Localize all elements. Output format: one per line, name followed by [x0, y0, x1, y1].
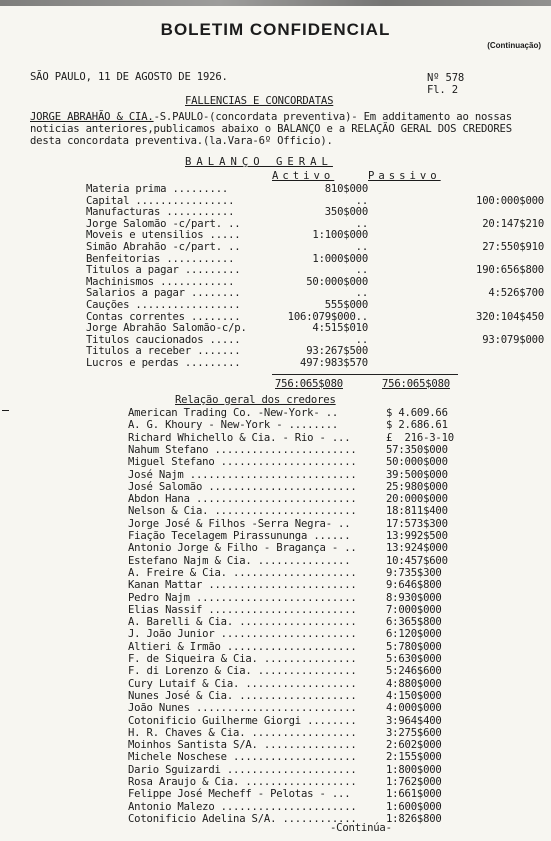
creditor-row — [128, 530, 528, 542]
creditor-name: F. di Lorenzo & Cia. ................ — [128, 665, 357, 678]
creditor-amount: 13:992$500 — [386, 530, 448, 542]
balance-label: Titulos caucionados ..... — [86, 333, 241, 346]
balance-row — [86, 194, 544, 207]
balance-passivo-value: 93:079$000 — [482, 333, 544, 346]
creditor-name: Nelson & Cia. ....................... — [128, 505, 357, 518]
creditor-amount: 9:735$300 — [386, 566, 442, 579]
creditor-row — [128, 715, 528, 727]
balance-label: Contas correntes ........ — [86, 310, 241, 323]
creditor-row — [128, 678, 528, 690]
creditor-amount: 57:350$000 — [386, 443, 448, 456]
creditor-amount: $ 4.609.66 — [386, 407, 448, 419]
balance-passivo-value: 20:147$210 — [482, 217, 544, 230]
creditor-amount: 7:000$000 — [386, 603, 442, 616]
creditor-name: Estefano Najm & Cia. ............... — [128, 554, 351, 567]
creditor-amount: 18:811$400 — [386, 505, 448, 518]
total-passivo: 756:065$080 — [382, 378, 450, 390]
balance-row — [86, 217, 544, 230]
balance-label: Machinismos ............ — [86, 275, 235, 288]
creditor-amount: 20:000$000 — [386, 493, 448, 506]
creditor-amount: 13:924$000 — [386, 542, 448, 555]
balance-passivo-value: 190:656$800 — [476, 264, 544, 277]
creditor-row — [128, 505, 528, 517]
creditor-amount: 5:630$000 — [386, 653, 442, 665]
balance-label: Simão Abrahão -c/part. .. — [86, 241, 241, 253]
creditor-name: José Najm ........................... — [128, 468, 357, 481]
continuation-label: (Continuação) — [487, 41, 541, 50]
creditor-name: Kanan Mattar ........................ — [128, 579, 357, 592]
creditor-row — [128, 653, 528, 665]
creditor-name: Elias Nassif ........................ — [128, 603, 357, 616]
balance-passivo-value: 320:104$450 — [476, 310, 544, 323]
creditor-row — [128, 542, 528, 554]
creditor-name: F. de Siqueira & Cia. ............... — [128, 653, 357, 665]
creditor-amount: 6:120$000 — [386, 628, 442, 641]
creditor-row — [128, 592, 528, 604]
creditor-name: Cury Lutaif & Cia. .................. — [128, 677, 357, 690]
creditor-row — [128, 665, 528, 677]
creditor-name: Richard Whichello & Cia. - Rio - ... — [128, 431, 351, 444]
balance-row — [86, 183, 466, 195]
balance-row — [86, 345, 466, 357]
balance-activo-value: 555$000 — [324, 299, 368, 311]
creditor-amount: 25:980$000 — [386, 480, 448, 493]
creditor-row — [128, 481, 528, 493]
balance-label: Benfeitorias ........... — [86, 252, 235, 265]
creditor-name: Nahum Stefano ....................... — [128, 443, 357, 456]
creditor-name: Abdon Hana .......................... — [128, 493, 357, 506]
balance-passivo-value: 4:526$700 — [488, 287, 544, 300]
total-rule — [272, 374, 458, 375]
balance-row — [86, 357, 466, 369]
creditor-amount: 5:780$000 — [386, 640, 442, 653]
margin-dash-mark: ⎯ — [2, 402, 9, 418]
creditor-name: H. R. Chaves & Cia. ................. — [128, 726, 357, 739]
creditor-row — [128, 813, 528, 825]
creditor-row — [128, 407, 528, 419]
creditor-amount: 5:246$600 — [386, 665, 442, 678]
creditors-title: Relação geral dos credores — [175, 394, 336, 406]
creditor-amount: 8:930$000 — [386, 591, 442, 604]
balance-activo-value: .. — [355, 333, 368, 346]
balance-label: Lucros e perdas ......... — [86, 357, 241, 369]
balance-activo-value: 1:000$000 — [312, 252, 368, 265]
creditor-row — [128, 469, 528, 481]
balance-activo-value: 497:983$570 — [300, 357, 368, 369]
creditor-row — [128, 702, 528, 714]
total-activo: 756:065$080 — [275, 378, 343, 390]
creditor-name: Altieri & Irmão ..................... — [128, 640, 357, 653]
creditor-name: Moinhos Santista S/A. ............... — [128, 739, 357, 752]
creditor-amount: 2:602$000 — [386, 739, 442, 752]
balance-label: Moveis e utensilios ..... — [86, 229, 241, 242]
balance-activo-value: 4:515$010 — [312, 322, 368, 335]
creditor-name: Jorge José & Filhos -Serra Negra- .. — [128, 517, 351, 530]
creditor-row — [128, 444, 528, 456]
creditor-row — [128, 764, 528, 776]
continua-label: -Continúa- — [330, 822, 392, 834]
dateline: SÃO PAULO, 11 DE AGOSTO DE 1926. — [30, 71, 228, 83]
creditor-name: Fiação Tecelagem Pirassununga ...... — [128, 530, 351, 542]
creditor-row — [128, 801, 528, 813]
balance-activo-value: 810$000 — [324, 183, 368, 195]
creditor-amount: 50:000$000 — [386, 456, 448, 469]
creditor-name: A. Freire & Cia. .................... — [128, 566, 357, 579]
creditor-name: Cotonificio Guilherme Giorgi ........ — [128, 714, 357, 727]
creditor-amount: £ 216-3-10 — [386, 431, 454, 444]
creditor-amount: 3:275$600 — [386, 726, 442, 739]
page-number: Fl. 2 — [427, 84, 458, 96]
creditor-name: J. João Junior ...................... — [128, 628, 357, 641]
balance-row — [86, 253, 466, 265]
creditor-row — [128, 456, 528, 468]
creditor-name: Michele Noschese .................... — [128, 751, 357, 764]
reference-number: Nº 578 — [427, 72, 465, 84]
creditor-row — [128, 788, 528, 800]
balance-activo-value: .. — [355, 264, 368, 277]
balance-label: Jorge Abrahão Salomão-c/p. — [86, 322, 247, 335]
creditor-row — [128, 727, 528, 739]
balance-activo-value: .. — [355, 287, 368, 300]
creditor-amount: 1:800$000 — [386, 763, 442, 776]
creditor-name: American Trading Co. -New-York- .. — [128, 407, 339, 419]
balance-label: Titulos a pagar ......... — [86, 264, 241, 277]
creditor-amount: 10:457$600 — [386, 554, 448, 567]
creditor-amount: 1:762$000 — [386, 776, 442, 788]
creditor-amount: 4:880$000 — [386, 677, 442, 690]
balance-row — [86, 229, 466, 241]
section-heading: FALLENCIAS E CONCORDATAS — [185, 95, 334, 107]
creditor-amount: 1:826$800 — [386, 812, 442, 825]
balance-label: Salarios a pagar ........ — [86, 287, 241, 300]
creditor-amount: 17:573$300 — [386, 517, 448, 530]
creditor-amount: 1:600$000 — [386, 800, 442, 813]
creditor-row — [128, 567, 528, 579]
creditor-row — [128, 493, 528, 505]
balance-row — [86, 241, 544, 253]
balance-row — [86, 333, 544, 346]
creditor-row — [128, 419, 528, 431]
intro-text: -S.PAULO-(concordata preventiva)- Em additamento ao nossas noticias anteriores,publicamos abaixo o BALANÇO e a RELAÇÃO GERAL DOS CREDORES desta concordata preventiva.(la.Vara-6º Officio). — [30, 111, 512, 147]
creditor-amount: 4:150$000 — [386, 689, 442, 702]
creditor-amount: $ 2.686.61 — [386, 419, 448, 432]
creditor-amount: 4:000$000 — [386, 702, 442, 715]
balance-row — [86, 287, 544, 300]
column-head-passivo: Passivo — [368, 170, 441, 182]
intro-paragraph — [30, 111, 542, 147]
balance-activo-value: 1:100$000 — [312, 229, 368, 242]
balance-label: Titulos a receber ....... — [86, 345, 241, 358]
balance-row — [86, 322, 466, 334]
column-head-activo: Activo — [272, 170, 335, 182]
balance-row — [86, 276, 466, 288]
balance-row — [86, 299, 466, 311]
document-title: BOLETIM CONFIDENCIAL — [160, 20, 391, 39]
creditor-row — [128, 690, 528, 702]
balance-label: Capital ................ — [86, 194, 235, 207]
balance-passivo-value: 100:000$000 — [476, 194, 544, 207]
balance-row — [86, 310, 544, 323]
creditor-name: Miguel Stefano ...................... — [128, 456, 357, 469]
creditor-amount: 6:365$800 — [386, 616, 442, 629]
balance-activo-value: 106:079$000.. — [287, 310, 368, 323]
creditor-row — [128, 616, 528, 628]
creditor-row — [128, 579, 528, 591]
balance-activo-value: 93:267$500 — [306, 345, 368, 358]
creditor-row — [128, 739, 528, 751]
balance-label: Cauções ................. — [86, 299, 241, 311]
creditor-name: Felippe José Mecheff - Pelotas - ... — [128, 788, 351, 801]
balance-activo-value: .. — [355, 194, 368, 207]
balance-activo-value: 350$000 — [324, 206, 368, 219]
creditor-row — [128, 751, 528, 763]
scan-edge-band — [0, 0, 551, 6]
creditor-name: Rosa Araujo & Cia. .................. — [128, 776, 357, 788]
creditor-name: Dario Sguizardi ..................... — [128, 763, 357, 776]
creditor-row — [128, 518, 528, 530]
creditor-row — [128, 432, 528, 444]
balance-activo-value: 50:000$000 — [306, 275, 368, 288]
creditor-amount: 39:500$000 — [386, 468, 448, 481]
creditor-row — [128, 641, 528, 653]
creditor-row — [128, 776, 528, 788]
creditor-amount: 3:964$400 — [386, 714, 442, 727]
balance-label: Jorge Salomão -c/part. .. — [86, 217, 241, 230]
creditor-name: Antonio Malezo ...................... — [128, 800, 357, 813]
balance-activo-value: .. — [355, 241, 368, 253]
balance-activo-value: .. — [355, 217, 368, 230]
creditor-name: A. G. Khoury - New-York - ........ — [128, 419, 339, 432]
creditor-name: Nunes José & Cia. ................... — [128, 689, 357, 702]
balance-passivo-value: 27:550$910 — [482, 241, 544, 253]
creditor-name: Cotonificio Adelina S/A. ............ — [128, 812, 357, 825]
creditor-row — [128, 555, 528, 567]
balance-row — [86, 264, 544, 277]
creditor-name: Pedro Najm .......................... — [128, 591, 357, 604]
creditor-amount: 9:646$800 — [386, 579, 442, 592]
creditor-name: João Nunes .......................... — [128, 702, 357, 715]
creditor-row — [128, 604, 528, 616]
creditor-name: José Salomão ........................ — [128, 480, 357, 493]
creditor-amount: 1:661$000 — [386, 788, 442, 801]
balance-label: Manufacturas ........... — [86, 206, 235, 219]
balance-label: Materia prima ......... — [86, 183, 229, 195]
balance-title: BALANÇO GERAL — [185, 156, 333, 168]
company-name: JORGE ABRAHÃO & CIA. — [30, 111, 154, 123]
creditor-amount: 2:155$000 — [386, 751, 442, 764]
creditor-row — [128, 628, 528, 640]
creditor-name: Antonio Jorge & Filho - Bragança - .. — [128, 542, 357, 555]
creditor-name: A. Barelli & Cia. ................... — [128, 616, 357, 629]
balance-row — [86, 206, 466, 218]
